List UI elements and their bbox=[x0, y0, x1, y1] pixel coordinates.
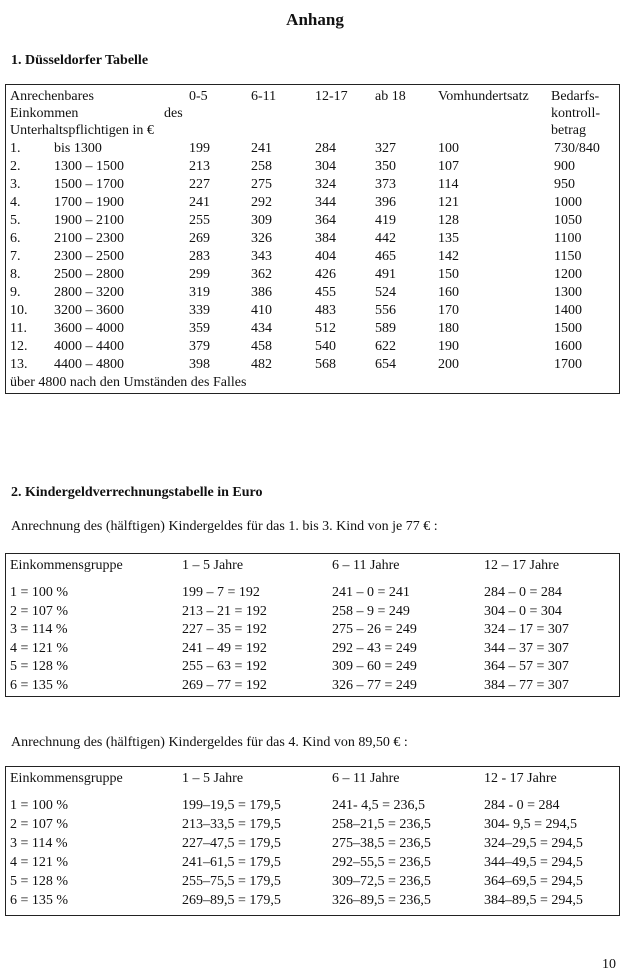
table-cell-val-ab18: 654 bbox=[375, 357, 396, 372]
t2-header-group: Einkommensgruppe bbox=[10, 558, 123, 573]
table-cell-val-6-11: 241 bbox=[251, 141, 272, 156]
table-cell-row-number: 1. bbox=[10, 141, 21, 156]
table-cell-age-6-11: 241 – 0 = 241 bbox=[332, 585, 410, 600]
table-cell-income-range: 4400 – 4800 bbox=[54, 357, 124, 372]
header-control-line3: betrag bbox=[551, 123, 586, 138]
table-cell-val-0-5: 359 bbox=[189, 321, 210, 336]
table-cell-age-6-11: 258–21,5 = 236,5 bbox=[332, 817, 431, 832]
table-cell-val-control: 1400 bbox=[554, 303, 582, 318]
table-cell-age-1-5: 227 – 35 = 192 bbox=[182, 622, 267, 637]
t3-header-12-17: 12 - 17 Jahre bbox=[484, 771, 557, 786]
table-cell-age-1-5: 213 – 21 = 192 bbox=[182, 603, 267, 619]
table-cell-val-0-5: 241 bbox=[189, 195, 210, 210]
page-number: 10 bbox=[602, 957, 616, 972]
table-cell-age-12-17: 344–49,5 = 294,5 bbox=[484, 855, 583, 870]
table-cell-val-ab18: 327 bbox=[375, 141, 396, 156]
table-cell-income-range: 3200 – 3600 bbox=[54, 303, 124, 318]
header-income-line3: Unterhaltspflichtigen in € bbox=[10, 123, 154, 138]
table-cell-val-6-11: 458 bbox=[251, 339, 272, 354]
table-cell-val-ab18: 491 bbox=[375, 267, 396, 282]
table-cell-age-1-5: 241 – 49 = 192 bbox=[182, 640, 267, 656]
table-cell-row-number: 11. bbox=[10, 321, 27, 336]
table-cell-val-0-5: 269 bbox=[189, 231, 210, 246]
table-cell-income-range: bis 1300 bbox=[54, 141, 102, 156]
table-cell-val-control: 1700 bbox=[554, 357, 582, 372]
table-cell-val-ab18: 373 bbox=[375, 177, 396, 192]
table-cell-val-control: 900 bbox=[554, 159, 575, 174]
table-cell-val-percent: 190 bbox=[438, 339, 459, 354]
table-cell-age-12-17: 284 – 0 = 284 bbox=[484, 585, 562, 600]
table-cell-val-percent: 121 bbox=[438, 195, 459, 210]
table-cell-age-12-17: 344 – 37 = 307 bbox=[484, 640, 569, 656]
table-cell-val-0-5: 319 bbox=[189, 285, 210, 300]
header-income-line2b: des bbox=[164, 106, 183, 121]
header-control-line1: Bedarfs- bbox=[551, 89, 600, 104]
table-cell-val-12-17: 404 bbox=[315, 249, 336, 264]
header-income-line1: Anrechenbares bbox=[10, 89, 94, 104]
table-cell-val-ab18: 465 bbox=[375, 249, 396, 264]
table-cell-income-range: 2500 – 2800 bbox=[54, 267, 124, 282]
table-cell-income-range: 3600 – 4000 bbox=[54, 321, 124, 336]
table-cell-age-12-17: 324–29,5 = 294,5 bbox=[484, 836, 583, 851]
table-cell-val-6-11: 482 bbox=[251, 357, 272, 372]
table-cell-age-6-11: 326 – 77 = 249 bbox=[332, 677, 417, 693]
note-child-4: Anrechnung des (hälftigen) Kindergeldes für das 4. Kind von 89,50 € : bbox=[11, 735, 408, 750]
table-cell-val-percent: 150 bbox=[438, 267, 459, 282]
table-cell-row-number: 5. bbox=[10, 213, 21, 228]
table-cell-val-12-17: 364 bbox=[315, 213, 336, 228]
table-cell-val-ab18: 589 bbox=[375, 321, 396, 336]
table-cell-val-ab18: 622 bbox=[375, 339, 396, 354]
table-cell-val-12-17: 483 bbox=[315, 303, 336, 318]
table-cell-age-6-11: 309–72,5 = 236,5 bbox=[332, 874, 431, 889]
table-cell-age-1-5: 199 – 7 = 192 bbox=[182, 585, 260, 600]
header-control-line2: kontroll- bbox=[551, 106, 600, 121]
t2-header-1-5: 1 – 5 Jahre bbox=[182, 558, 244, 573]
table-cell-val-ab18: 442 bbox=[375, 231, 396, 246]
table-cell-row-number: 3. bbox=[10, 177, 21, 192]
section1-heading: 1. Düsseldorfer Tabelle bbox=[11, 53, 149, 68]
table-cell-age-1-5: 255 – 63 = 192 bbox=[182, 659, 267, 674]
duesseldorf-table bbox=[5, 84, 620, 394]
table-cell-income-range: 4000 – 4400 bbox=[54, 339, 124, 354]
table-cell-val-percent: 180 bbox=[438, 321, 459, 336]
table-cell-age-12-17: 284 - 0 = 284 bbox=[484, 798, 560, 813]
table-cell-age-6-11: 258 – 9 = 249 bbox=[332, 603, 410, 619]
table-cell-income-range: 1500 – 1700 bbox=[54, 177, 124, 192]
table-cell-row-number: 7. bbox=[10, 249, 21, 264]
table-cell-group: 5 = 128 % bbox=[10, 659, 69, 674]
table-cell-age-12-17: 384–89,5 = 294,5 bbox=[484, 893, 583, 908]
table-cell-group: 1 = 100 % bbox=[10, 585, 69, 600]
table-cell-val-percent: 114 bbox=[438, 177, 459, 192]
table-cell-val-0-5: 199 bbox=[189, 141, 210, 156]
table-cell-group: 3 = 114 % bbox=[10, 836, 68, 851]
table-cell-val-percent: 100 bbox=[438, 141, 459, 156]
table-cell-age-1-5: 199–19,5 = 179,5 bbox=[182, 798, 281, 813]
table-cell-val-ab18: 556 bbox=[375, 303, 396, 318]
table-cell-age-12-17: 384 – 77 = 307 bbox=[484, 677, 569, 693]
table-cell-val-12-17: 324 bbox=[315, 177, 336, 192]
table-cell-age-1-5: 241–61,5 = 179,5 bbox=[182, 855, 281, 870]
header-age-0-5: 0-5 bbox=[189, 89, 208, 104]
page-title: Anhang bbox=[286, 10, 344, 29]
t2-header-12-17: 12 – 17 Jahre bbox=[484, 558, 560, 573]
table-cell-age-12-17: 324 – 17 = 307 bbox=[484, 622, 569, 637]
table-cell-val-percent: 160 bbox=[438, 285, 459, 300]
table-cell-val-0-5: 379 bbox=[189, 339, 210, 354]
header-percent: Vomhundertsatz bbox=[438, 89, 529, 104]
table-cell-val-control: 1150 bbox=[554, 249, 582, 264]
kindergeld-table-4 bbox=[5, 766, 620, 916]
table-cell-age-6-11: 292–55,5 = 236,5 bbox=[332, 855, 431, 870]
table-cell-val-12-17: 512 bbox=[315, 321, 336, 336]
table-cell-val-6-11: 258 bbox=[251, 159, 272, 174]
table-cell-val-control: 1050 bbox=[554, 213, 582, 228]
table-cell-val-6-11: 386 bbox=[251, 285, 272, 300]
table-cell-group: 6 = 135 % bbox=[10, 893, 69, 908]
header-age-6-11: 6-11 bbox=[251, 89, 277, 104]
table-cell-val-6-11: 410 bbox=[251, 303, 272, 318]
header-income-line2: Einkommen bbox=[10, 106, 79, 121]
table-cell-val-percent: 142 bbox=[438, 249, 459, 264]
table-cell-val-12-17: 540 bbox=[315, 339, 336, 354]
table-cell-income-range: 2300 – 2500 bbox=[54, 249, 124, 264]
table-cell-val-12-17: 384 bbox=[315, 231, 336, 246]
table-cell-row-number: 9. bbox=[10, 285, 21, 300]
table-cell-val-ab18: 419 bbox=[375, 213, 396, 228]
table-cell-val-12-17: 304 bbox=[315, 159, 336, 174]
table-cell-val-6-11: 275 bbox=[251, 177, 272, 192]
table-cell-val-0-5: 283 bbox=[189, 249, 210, 264]
table-cell-row-number: 6. bbox=[10, 231, 21, 246]
t3-header-6-11: 6 – 11 Jahre bbox=[332, 771, 400, 786]
table-cell-age-1-5: 213–33,5 = 179,5 bbox=[182, 817, 281, 832]
table-cell-income-range: 1900 – 2100 bbox=[54, 213, 124, 228]
kindergeld-table-1-3 bbox=[5, 553, 620, 697]
table-cell-val-6-11: 309 bbox=[251, 213, 272, 228]
table-cell-income-range: 2100 – 2300 bbox=[54, 231, 124, 246]
table-cell-age-6-11: 292 – 43 = 249 bbox=[332, 640, 417, 656]
table-cell-val-percent: 170 bbox=[438, 303, 459, 318]
table-cell-age-6-11: 326–89,5 = 236,5 bbox=[332, 893, 431, 908]
header-age-12-17: 12-17 bbox=[315, 89, 348, 104]
table-cell-val-percent: 128 bbox=[438, 213, 459, 228]
table-cell-val-0-5: 339 bbox=[189, 303, 210, 318]
table-cell-val-6-11: 292 bbox=[251, 195, 272, 210]
table-cell-val-0-5: 227 bbox=[189, 177, 210, 192]
table-cell-val-12-17: 568 bbox=[315, 357, 336, 372]
table-cell-group: 2 = 107 % bbox=[10, 817, 69, 832]
t3-header-1-5: 1 – 5 Jahre bbox=[182, 771, 244, 786]
section2-heading: 2. Kindergeldverrechnungstabelle in Euro bbox=[11, 485, 263, 500]
table-cell-age-1-5: 255–75,5 = 179,5 bbox=[182, 874, 281, 889]
table-cell-val-percent: 135 bbox=[438, 231, 459, 246]
table-cell-val-6-11: 362 bbox=[251, 267, 272, 282]
table-cell-age-6-11: 309 – 60 = 249 bbox=[332, 659, 417, 674]
table-cell-val-6-11: 343 bbox=[251, 249, 272, 264]
table-cell-age-6-11: 275 – 26 = 249 bbox=[332, 622, 417, 637]
table-cell-row-number: 2. bbox=[10, 159, 21, 174]
table-cell-age-1-5: 269 – 77 = 192 bbox=[182, 677, 267, 693]
table-cell-val-12-17: 426 bbox=[315, 267, 336, 282]
table-cell-row-number: 4. bbox=[10, 195, 21, 210]
table-cell-val-0-5: 299 bbox=[189, 267, 210, 282]
table-cell-val-control: 1200 bbox=[554, 267, 582, 282]
table-cell-income-range: 2800 – 3200 bbox=[54, 285, 124, 300]
table-cell-val-control: 1600 bbox=[554, 339, 582, 354]
note-children-1-3: Anrechnung des (hälftigen) Kindergeldes für das 1. bis 3. Kind von je 77 € : bbox=[11, 519, 438, 534]
table-cell-val-control: 1000 bbox=[554, 195, 582, 210]
table-cell-age-1-5: 227–47,5 = 179,5 bbox=[182, 836, 281, 851]
table-cell-val-control: 730/840 bbox=[554, 141, 600, 156]
t2-header-6-11: 6 – 11 Jahre bbox=[332, 558, 400, 573]
table-cell-val-percent: 200 bbox=[438, 357, 459, 372]
table-cell-group: 1 = 100 % bbox=[10, 798, 69, 813]
table-cell-age-6-11: 275–38,5 = 236,5 bbox=[332, 836, 431, 851]
table-cell-income-range: 1700 – 1900 bbox=[54, 195, 124, 210]
table-cell-val-0-5: 398 bbox=[189, 357, 210, 372]
table-cell-age-12-17: 304 – 0 = 304 bbox=[484, 603, 562, 619]
table-cell-row-number: 10. bbox=[10, 303, 28, 318]
table-cell-group: 5 = 128 % bbox=[10, 874, 69, 889]
table-cell-val-6-11: 434 bbox=[251, 321, 272, 336]
table-cell-val-12-17: 455 bbox=[315, 285, 336, 300]
table-cell-val-12-17: 344 bbox=[315, 195, 336, 210]
table-cell-age-12-17: 304- 9,5 = 294,5 bbox=[484, 817, 578, 832]
table-cell-age-12-17: 364–69,5 = 294,5 bbox=[484, 874, 583, 889]
t3-header-group: Einkommensgruppe bbox=[10, 771, 123, 786]
table-cell-age-12-17: 364 – 57 = 307 bbox=[484, 659, 569, 674]
table-cell-group: 3 = 114 % bbox=[10, 622, 68, 637]
table-cell-val-ab18: 524 bbox=[375, 285, 396, 300]
table-cell-val-control: 1500 bbox=[554, 321, 582, 336]
table-footer: über 4800 nach den Umständen des Falles bbox=[10, 375, 247, 390]
table-cell-group: 4 = 121 % bbox=[10, 640, 69, 656]
table-cell-row-number: 12. bbox=[10, 339, 28, 354]
table-cell-val-control: 1100 bbox=[554, 231, 582, 246]
table-cell-group: 6 = 135 % bbox=[10, 677, 69, 693]
table-cell-income-range: 1300 – 1500 bbox=[54, 159, 124, 174]
table-cell-group: 4 = 121 % bbox=[10, 855, 69, 870]
table-cell-val-control: 950 bbox=[554, 177, 575, 192]
table-cell-val-6-11: 326 bbox=[251, 231, 272, 246]
table-cell-val-ab18: 350 bbox=[375, 159, 396, 174]
table-cell-group: 2 = 107 % bbox=[10, 603, 69, 619]
table-cell-age-6-11: 241- 4,5 = 236,5 bbox=[332, 798, 426, 813]
table-cell-val-percent: 107 bbox=[438, 159, 459, 174]
table-cell-val-control: 1300 bbox=[554, 285, 582, 300]
table-cell-row-number: 13. bbox=[10, 357, 28, 372]
table-cell-val-12-17: 284 bbox=[315, 141, 336, 156]
table-cell-val-0-5: 255 bbox=[189, 213, 210, 228]
table-cell-row-number: 8. bbox=[10, 267, 21, 282]
table-cell-age-1-5: 269–89,5 = 179,5 bbox=[182, 893, 281, 908]
table-cell-val-0-5: 213 bbox=[189, 159, 210, 174]
table-cell-val-ab18: 396 bbox=[375, 195, 396, 210]
header-age-ab18: ab 18 bbox=[375, 89, 406, 104]
